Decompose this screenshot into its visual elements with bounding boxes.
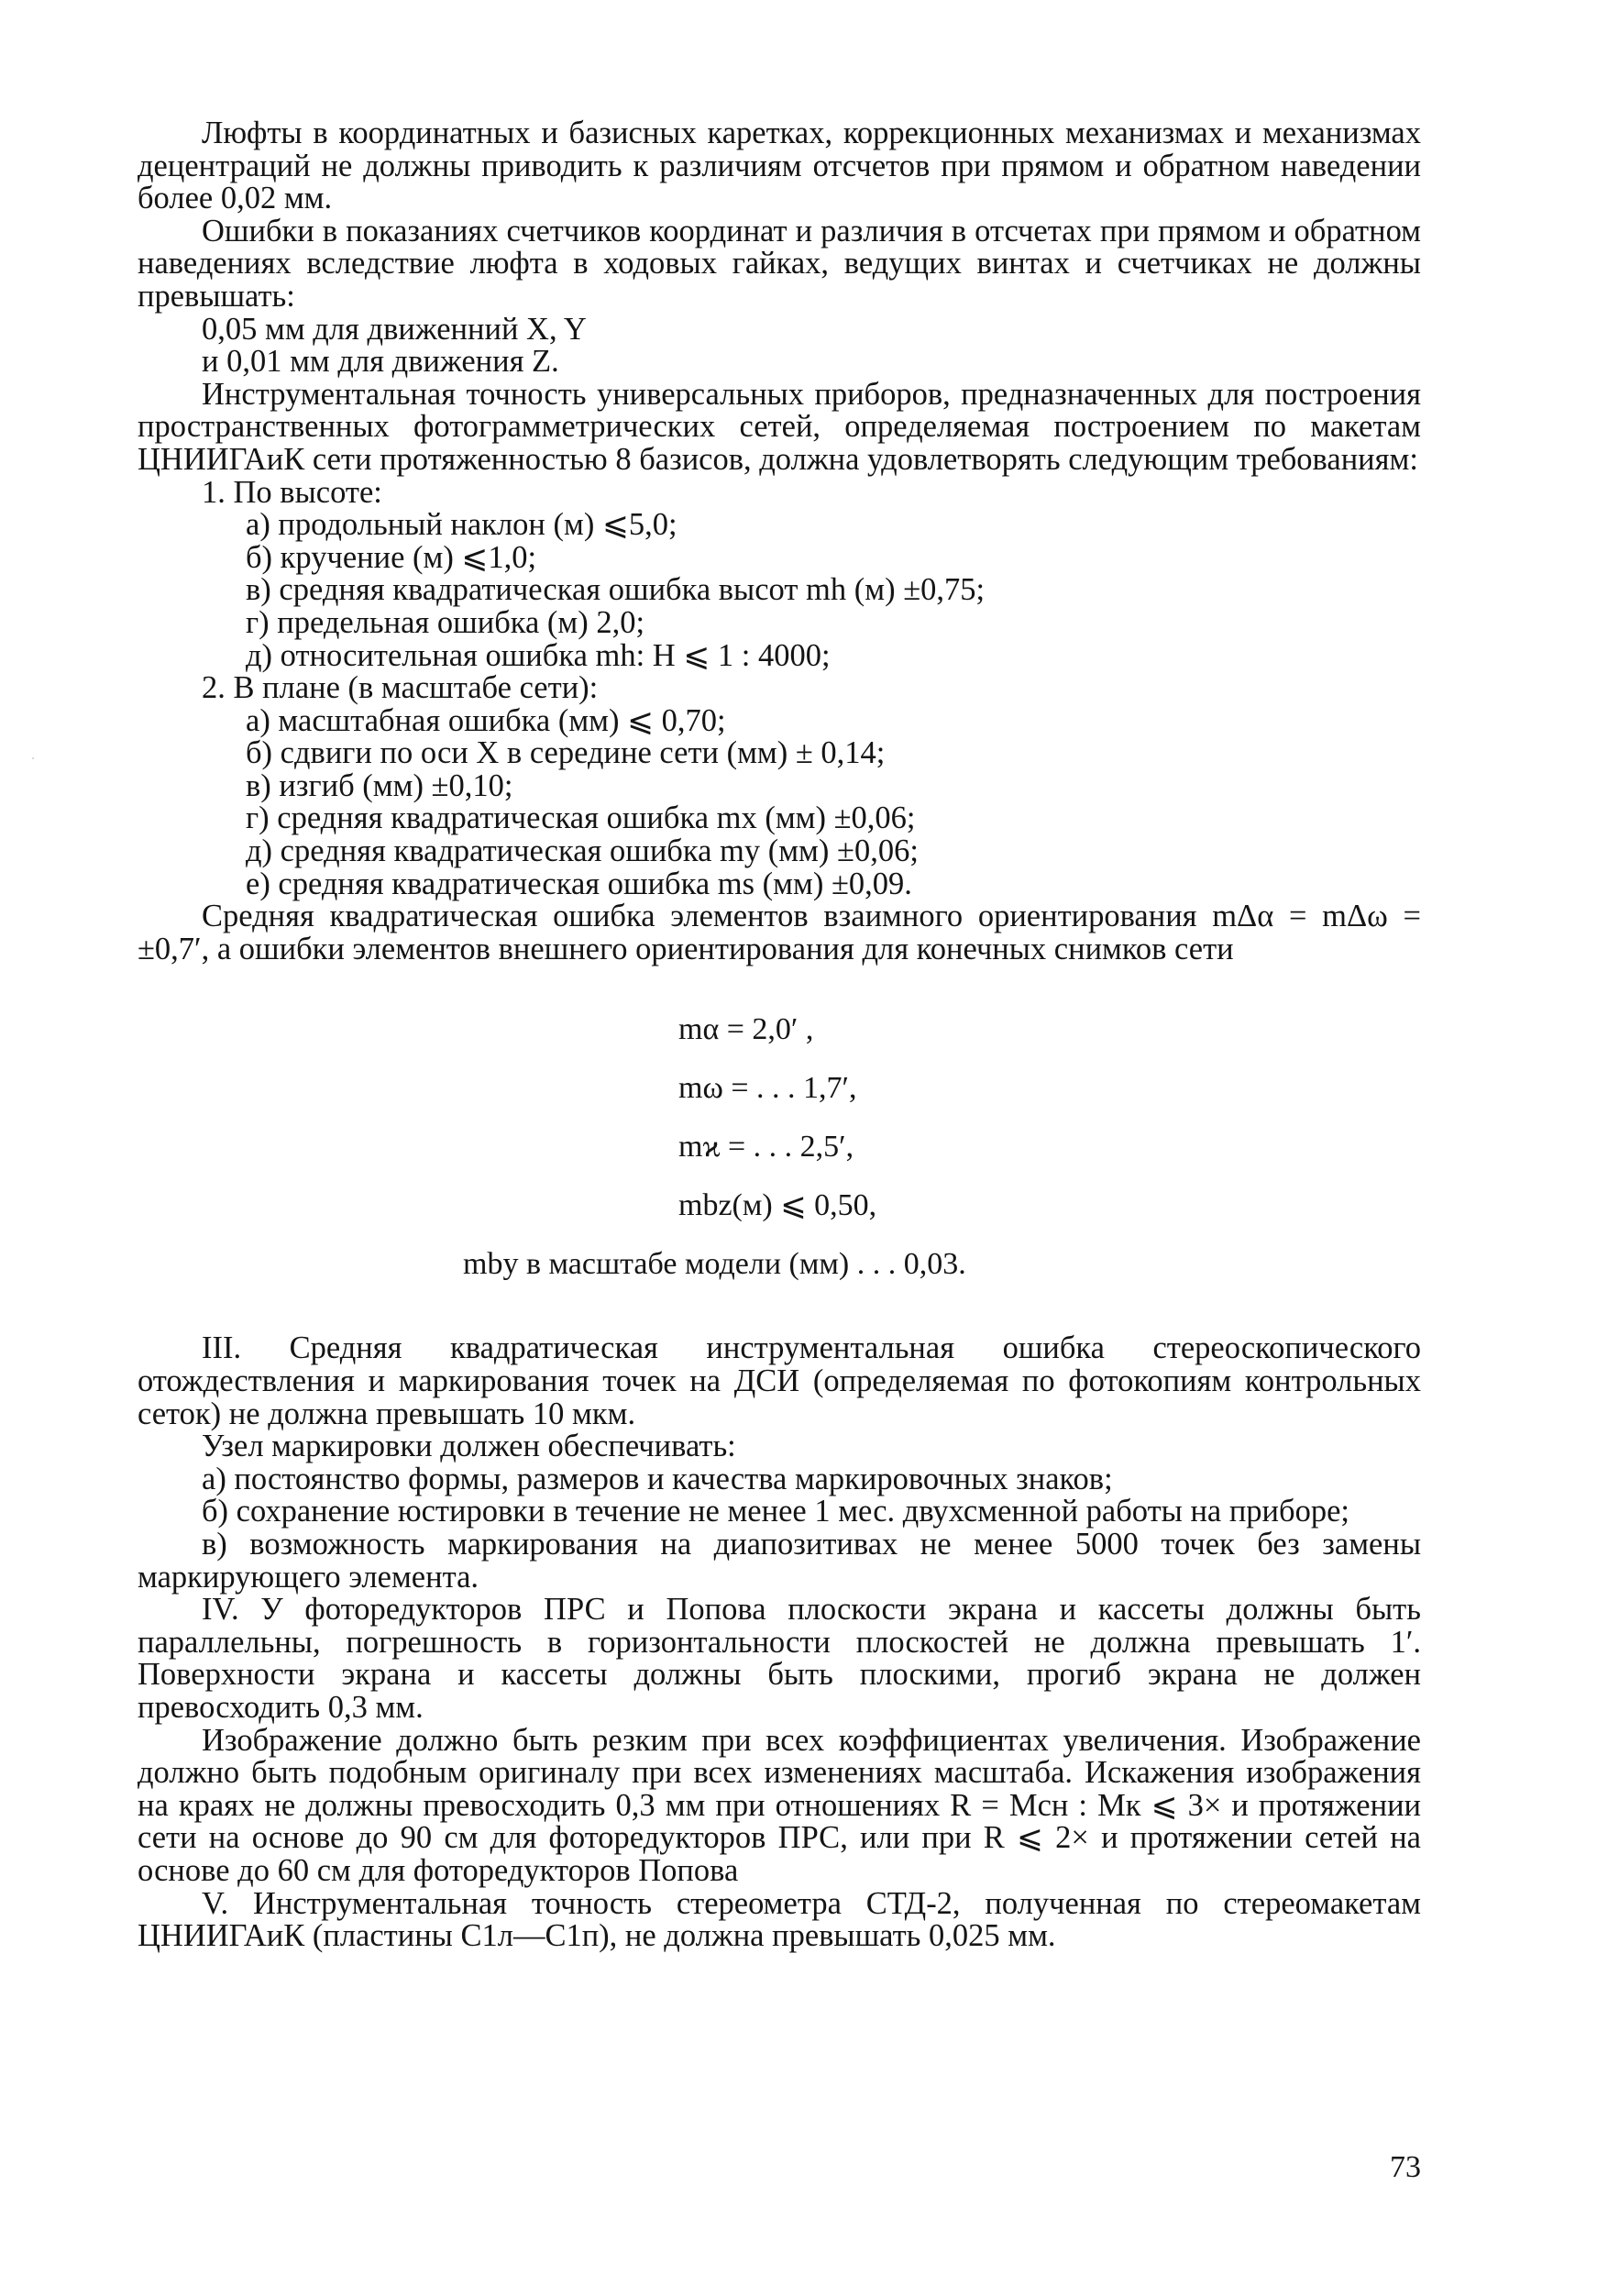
paragraph-section-iii: III. Средняя квадратическая инструментальная ошибка стереоскопического отождествления и маркирования точек на ДСИ (определяемая по фотокопиям контрольных сеток) не должна превышать 10 мкм. — [138, 1330, 1421, 1431]
list-heading-height: 1. По высоте: — [202, 474, 382, 510]
scan-speck — [32, 757, 34, 759]
list-item: г) средняя квадратическая ошибка mx (мм) ±0,06; — [246, 800, 916, 836]
list-item: е) средняя квадратическая ошибка ms (мм) ±0,09. — [246, 866, 912, 901]
list-item: б) сдвиги по оси X в середине сети (мм) ± 0,14; — [246, 735, 886, 771]
list-item: в) возможность маркирования на диапозитивах не менее 5000 точек без замены маркирующего элемента. — [138, 1527, 1421, 1595]
list-heading-plan: 2. В плане (в масштабе сети): — [202, 670, 599, 706]
list-item: г) предельная ошибка (м) 2,0; — [246, 604, 645, 640]
formula-line: mω = . . . 1,7′, — [678, 1071, 857, 1106]
list-item: д) относительная ошибка mh: H ⩽ 1 : 4000; — [246, 637, 831, 673]
list-item: а) постоянство формы, размеров и качества маркировочных знаков; — [202, 1461, 1113, 1496]
list-item: д) средняя квадратическая ошибка my (мм) ±0,06; — [246, 833, 919, 869]
list-item: б) кручение (м) ⩽1,0; — [246, 539, 537, 575]
list-item: а) продольный наклон (м) ⩽5,0; — [246, 507, 677, 543]
list-item: б) сохранение юстировки в течение не менее 1 мес. двухсменной работы на приборе; — [202, 1494, 1349, 1529]
paragraph-z-tolerance: и 0,01 мм для движения Z. — [202, 344, 559, 380]
formula-block — [138, 1000, 1421, 1294]
formula-line: mbz(м) ⩽ 0,50, — [678, 1188, 877, 1223]
list-item: в) изгиб (мм) ±0,10; — [246, 767, 513, 803]
list-item: а) масштабная ошибка (мм) ⩽ 0,70; — [246, 702, 726, 738]
paragraph-xy-tolerance: 0,05 мм для движенний X, Y — [202, 311, 587, 347]
paragraph-image-quality: Изображение должно быть резким при всех коэффициентах увеличения. Изображение должно быть подобным оригиналу при всех изменениях масштаба. Искажения изображения на краях не должны превосходить 0,3 мм при отношениях R = Mсн : Mк ⩽ 3× и протяжении сети на основе до 90 см для фоторедукторов ПРС, или при R ⩽ 2× и протяжении сетей на основе до 60 см для фоторедукторов Попова — [138, 1722, 1421, 1888]
paragraph-counter-errors: Ошибки в показаниях счетчиков координат и различия в отсчетах при прямом и обратном наведениях вследствие люфта в ходовых гайках, ведущих винтах и счетчиках не должны превышать: — [138, 213, 1421, 314]
paragraph-marking-unit: Узел маркировки должен обеспечивать: — [202, 1429, 736, 1464]
paragraph-backlash: Люфты в координатных и базисных каретках, коррекционных механизмах и механизмах децентраций не должны приводить к различиям отсчетов при прямом и обратном наведении более 0,02 мм. — [138, 116, 1421, 216]
formula-line: mby в масштабе модели (мм) . . . 0,03. — [463, 1247, 966, 1282]
page-body — [138, 117, 1421, 1953]
list-item: в) средняя квадратическая ошибка высот mh (м) ±0,75; — [246, 572, 986, 608]
paragraph-instrument-accuracy: Инструментальная точность универсальных приборов, предназначенных для построения пространственных фотограмметрических сетей, определяемая построением по макетам ЦНИИГАиК сети протяженностью 8 базисов, должна удовлетворять следующим требованиям: — [138, 376, 1421, 477]
paragraph-section-iv: IV. У фоторедукторов ПРС и Попова плоскости экрана и кассеты должны быть параллельны, погрешность в горизонтальности плоскостей не должна превышать 1′. Поверхности экрана и кассеты должны быть плоскими, прогиб экрана не должен превосходить 0,3 мм. — [138, 1592, 1421, 1725]
paragraph-section-v: V. Инструментальная точность стереометра СТД-2, полученная по стереомакетам ЦНИИГАиК (пластины C1л—C1п), не должна превышать 0,025 мм. — [138, 1885, 1421, 1954]
formula-line: mϰ = . . . 2,5′, — [678, 1130, 854, 1165]
formula-line: mα = 2,0′ , — [678, 1012, 814, 1047]
page-number: 73 — [1390, 2150, 1421, 2184]
paragraph-orientation-errors: Средняя квадратическая ошибка элементов взаимного ориентирования mΔα = mΔω = ±0,7′, а ошибки элементов внешнего ориентирования для конечных снимков сети — [138, 899, 1421, 966]
